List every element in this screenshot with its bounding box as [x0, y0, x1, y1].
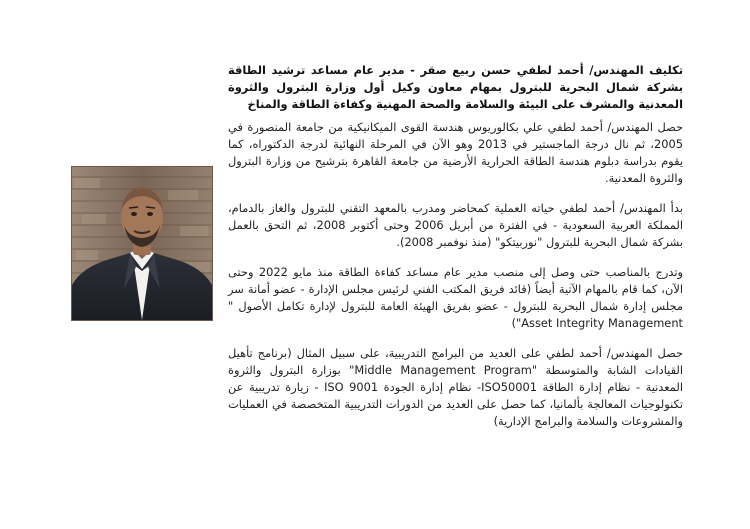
portrait-image: [72, 167, 212, 320]
paragraph-training: حصل المهندس/ أحمد لطفي على العديد من البرامج التدريبية، على سبيل المثال (برنامج تأهيل القيادات الشابة والمتوسطة "Middle Management Program" بوزارة البترول والثروة المعدنية - نظام إدارة الطاقة ISO50001- نظام إدارة الجودة ISO 9001 - زيارة تدريبية عن تكنولوجيات المعالجة بألمانيا، كما حصل على العديد من الدورات التدريبية المتخصصة في العمليات والمشروعات والسلامة والبرامج الإدارية): [228, 346, 683, 428]
paragraph-early-career: بدأ المهندس/ أحمد لطفي حياته العملية كمحاضر ومدرب بالمعهد التقني للبترول والغاز بالدمام، المملكة العربية السعودية - في الفترة من أبريل 2006 وحتى أكتوبر 2008، ثم التحق بالعمل بشركة شمال البحرية للبترول "نوربيتكو" (منذ نوفمبر 2008).: [228, 201, 684, 249]
portrait-photo: [71, 166, 213, 321]
paragraph-education: حصل المهندس/ أحمد لطفي علي بكالوريوس هندسة القوى الميكانيكية من جامعة المنصورة في 2005، ثم نال درجة الماجستير في 2013 وهو الآن في المرحلة النهائية لدرجة الدكتوراه، كما يقوم بدراسة دبلوم هندسة الطاقة الحرارية الأرضية من جامعة القاهرة بترشيح من وزارة البترول والثروة المعدنية.: [228, 120, 683, 185]
article-body: [228, 62, 683, 430]
article-headline: تكليف المهندس/ أحمد لطفي حسن ربيع صقر - مدير عام مساعد ترشيد الطاقة بشركة شمال البحرية للبترول بمهام معاون وكيل أول وزارة البترول والثروة المعدنية والمشرف على البيئة والسلامة والصحة المهنية وكفاءة الطاقة والمناخ: [228, 63, 683, 111]
paragraph-positions: وتدرج بالمناصب حتى وصل إلى منصب مدير عام مساعد كفاءة الطاقة منذ مايو 2022 وحتى الآن، كما قام بالمهام الآتية أيضاً (قائد فريق المكتب الفني لرئيس مجلس الإدارة - عضو أمانة سر مجلس إدارة شمال البحرية للبترول - عضو بفريق الهيئة العامة للبترول لإدارة تكامل الأصول " Asset Integrity Management"): [228, 265, 683, 330]
